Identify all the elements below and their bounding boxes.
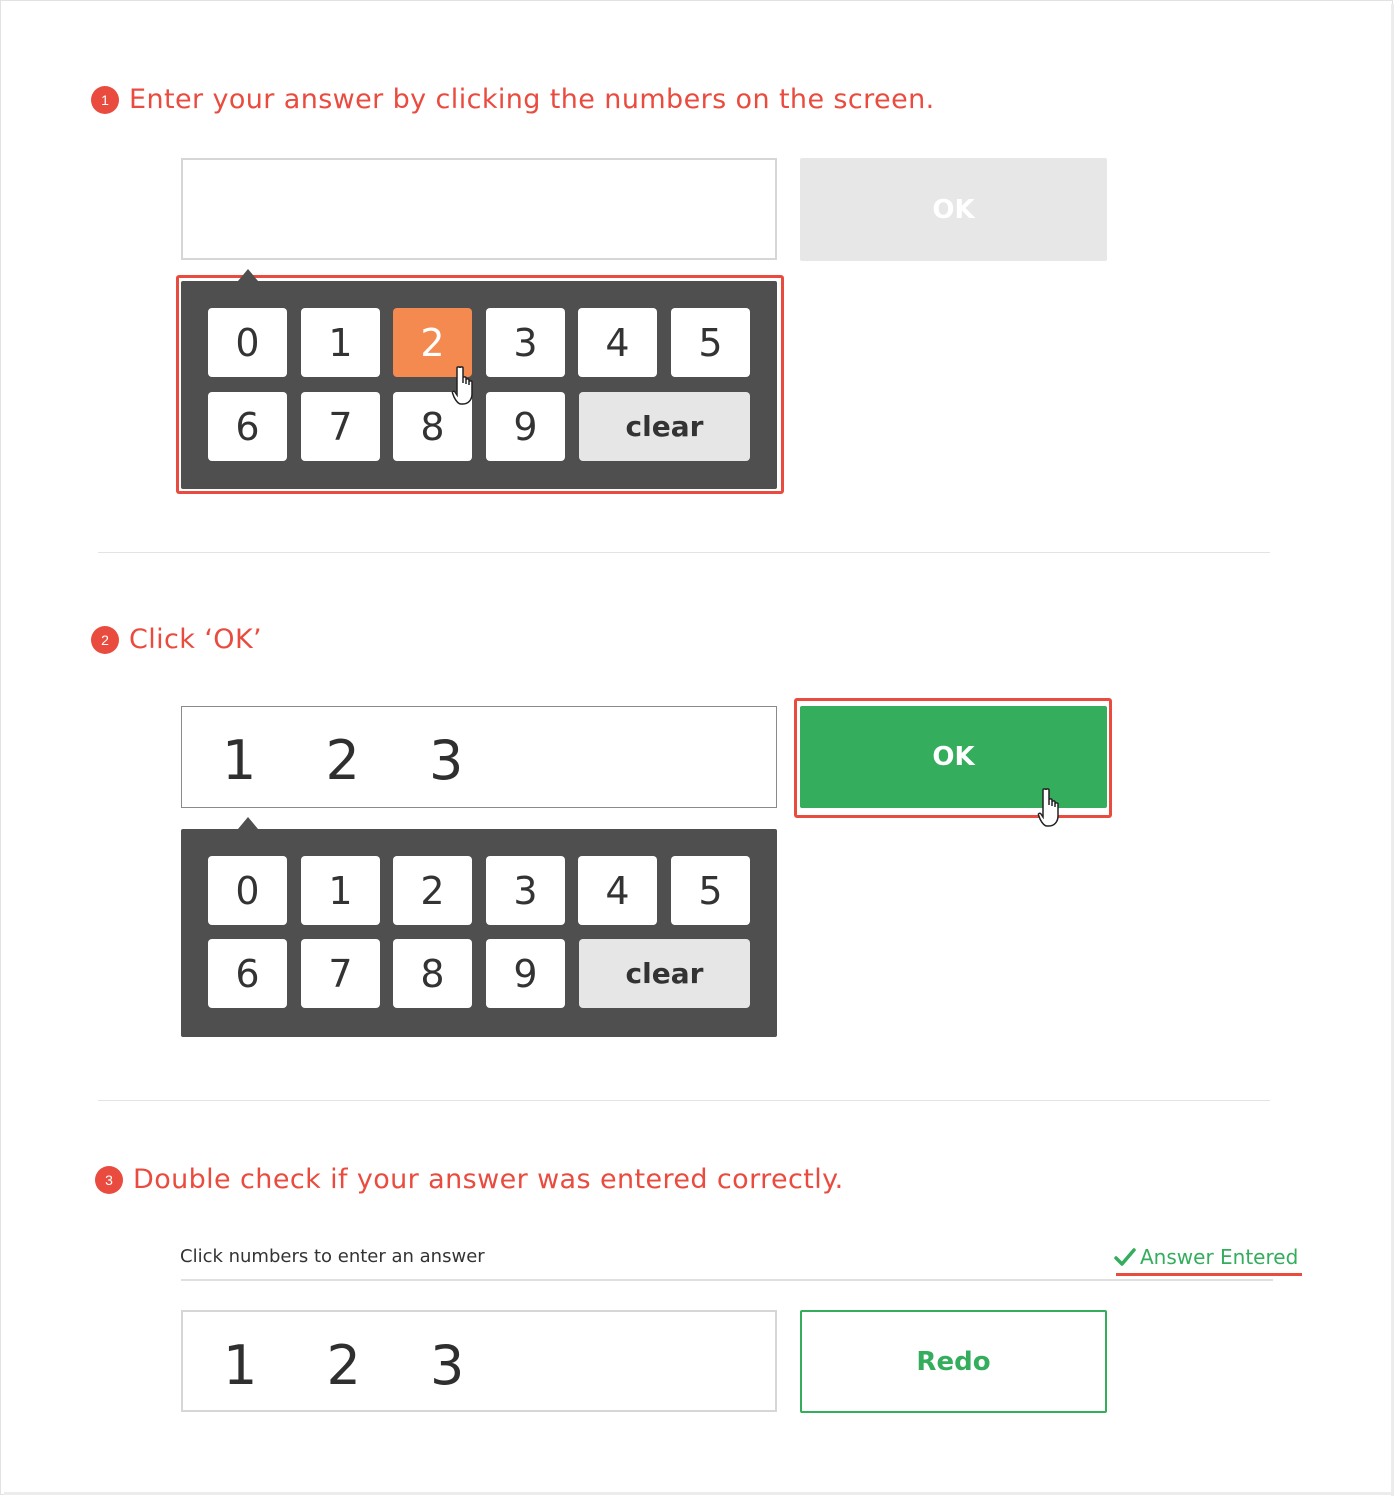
instruction-label: Click numbers to enter an answer	[180, 1246, 485, 1267]
instruction-divider	[181, 1279, 1273, 1281]
answer-status	[1114, 1245, 1298, 1269]
frame-shadow	[4, 1492, 1394, 1495]
key-5[interactable]: 5	[671, 856, 750, 925]
redo-button[interactable]	[800, 1310, 1107, 1413]
key-9[interactable]: 9	[486, 392, 565, 461]
checkmark-icon	[1114, 1246, 1136, 1268]
section-divider	[98, 1100, 1270, 1101]
answer-value: 1 2 3	[223, 1334, 491, 1397]
step-number-badge: 3	[95, 1166, 123, 1194]
key-6[interactable]: 6	[208, 939, 287, 1008]
key-8[interactable]: 8	[393, 392, 472, 461]
key-8[interactable]: 8	[393, 939, 472, 1008]
redo-label: Redo	[916, 1346, 991, 1377]
answer-input[interactable]	[181, 158, 777, 260]
key-0[interactable]: 0	[208, 308, 287, 377]
step-number-badge: 1	[91, 86, 119, 114]
key-3[interactable]: 3	[486, 856, 565, 925]
keypad-caret	[238, 269, 258, 281]
key-6[interactable]: 6	[208, 392, 287, 461]
hand-pointer-icon	[447, 365, 479, 407]
answer-value: 1 2 3	[222, 729, 490, 792]
key-1[interactable]: 1	[301, 856, 380, 925]
clear-button[interactable]: clear	[579, 392, 750, 461]
key-4[interactable]: 4	[578, 856, 657, 925]
key-3[interactable]: 3	[486, 308, 565, 377]
keypad-caret	[238, 817, 258, 829]
step-number-badge: 2	[91, 626, 119, 654]
step-1-heading	[91, 84, 935, 115]
key-2-active[interactable]: 2	[393, 308, 472, 377]
key-5[interactable]: 5	[671, 308, 750, 377]
key-4[interactable]: 4	[578, 308, 657, 377]
answer-display	[181, 1310, 777, 1412]
key-7[interactable]: 7	[301, 939, 380, 1008]
ok-label: OK	[932, 194, 975, 225]
hand-pointer-icon	[1033, 787, 1065, 829]
frame-shadow	[1391, 4, 1394, 1496]
ok-label: OK	[932, 742, 975, 772]
number-keypad	[181, 281, 777, 489]
step-2-heading	[91, 624, 262, 655]
step-text: Double check if your answer was entered correctly.	[133, 1164, 844, 1195]
key-7[interactable]: 7	[301, 392, 380, 461]
clear-button[interactable]: clear	[579, 939, 750, 1008]
status-underline	[1116, 1273, 1302, 1276]
key-0[interactable]: 0	[208, 856, 287, 925]
section-divider	[98, 552, 1270, 553]
key-2[interactable]: 2	[393, 856, 472, 925]
step-3-heading	[95, 1164, 844, 1195]
key-9[interactable]: 9	[486, 939, 565, 1008]
number-keypad	[181, 829, 777, 1037]
ok-button-disabled[interactable]	[800, 158, 1107, 261]
step-text: Enter your answer by clicking the numbers on the screen.	[129, 84, 935, 115]
status-text: Answer Entered	[1140, 1245, 1299, 1269]
step-text: Click ‘OK’	[129, 624, 263, 655]
key-1[interactable]: 1	[301, 308, 380, 377]
answer-input[interactable]	[181, 706, 777, 808]
